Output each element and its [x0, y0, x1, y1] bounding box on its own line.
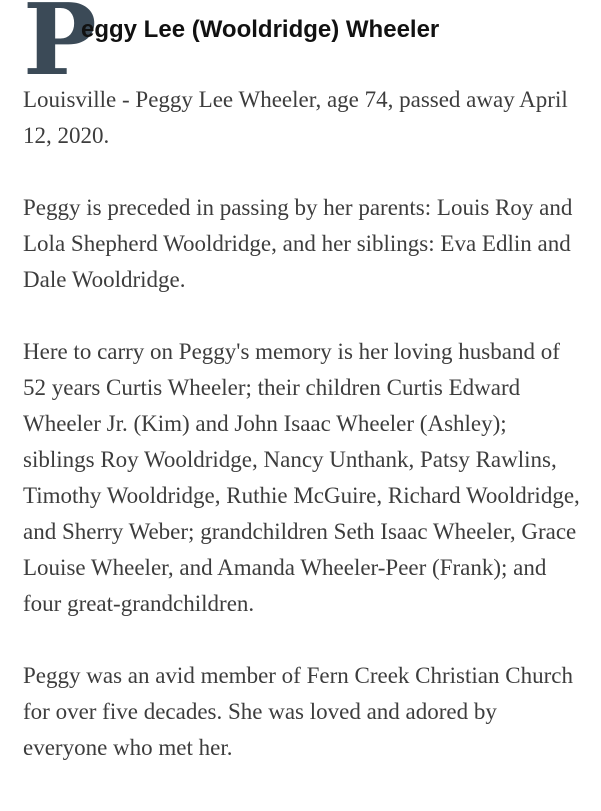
obituary-title: eggy Lee (Wooldridge) Wheeler [81, 16, 440, 43]
paragraph-church: Peggy was an avid member of Fern Creek Christian Church for over five decades. She was loved and adored by everyone who met her. [23, 663, 573, 760]
obituary-body [23, 82, 583, 766]
paragraph-preceded: Peggy is preceded in passing by her parents: Louis Roy and Lola Shepherd Wooldridge, and her siblings: Eva Edlin and Dale Wooldridge. [23, 195, 573, 292]
obituary-headline [23, 0, 583, 98]
paragraph-intro: Louisville - Peggy Lee Wheeler, age 74, passed away April 12, 2020. [23, 87, 568, 148]
paragraph-survivors: Here to carry on Peggy's memory is her loving husband of 52 years Curtis Wheeler; their children Curtis Edward Wheeler Jr. (Kim) and John Isaac Wheeler (Ashley); siblings Roy Wooldridge, Nancy Unthank, Patsy Rawlins, Timothy Wooldridge, Ruthie McGuire, Richard Wooldridge, and Sherry Weber; grandchildren Seth Isaac Wheeler, Grace Louise Wheeler, and Amanda Wheeler-Peer (Frank); and four great-grandchildren. [23, 339, 580, 616]
obituary-article [23, 0, 583, 802]
drop-cap-letter: P [23, 0, 97, 98]
